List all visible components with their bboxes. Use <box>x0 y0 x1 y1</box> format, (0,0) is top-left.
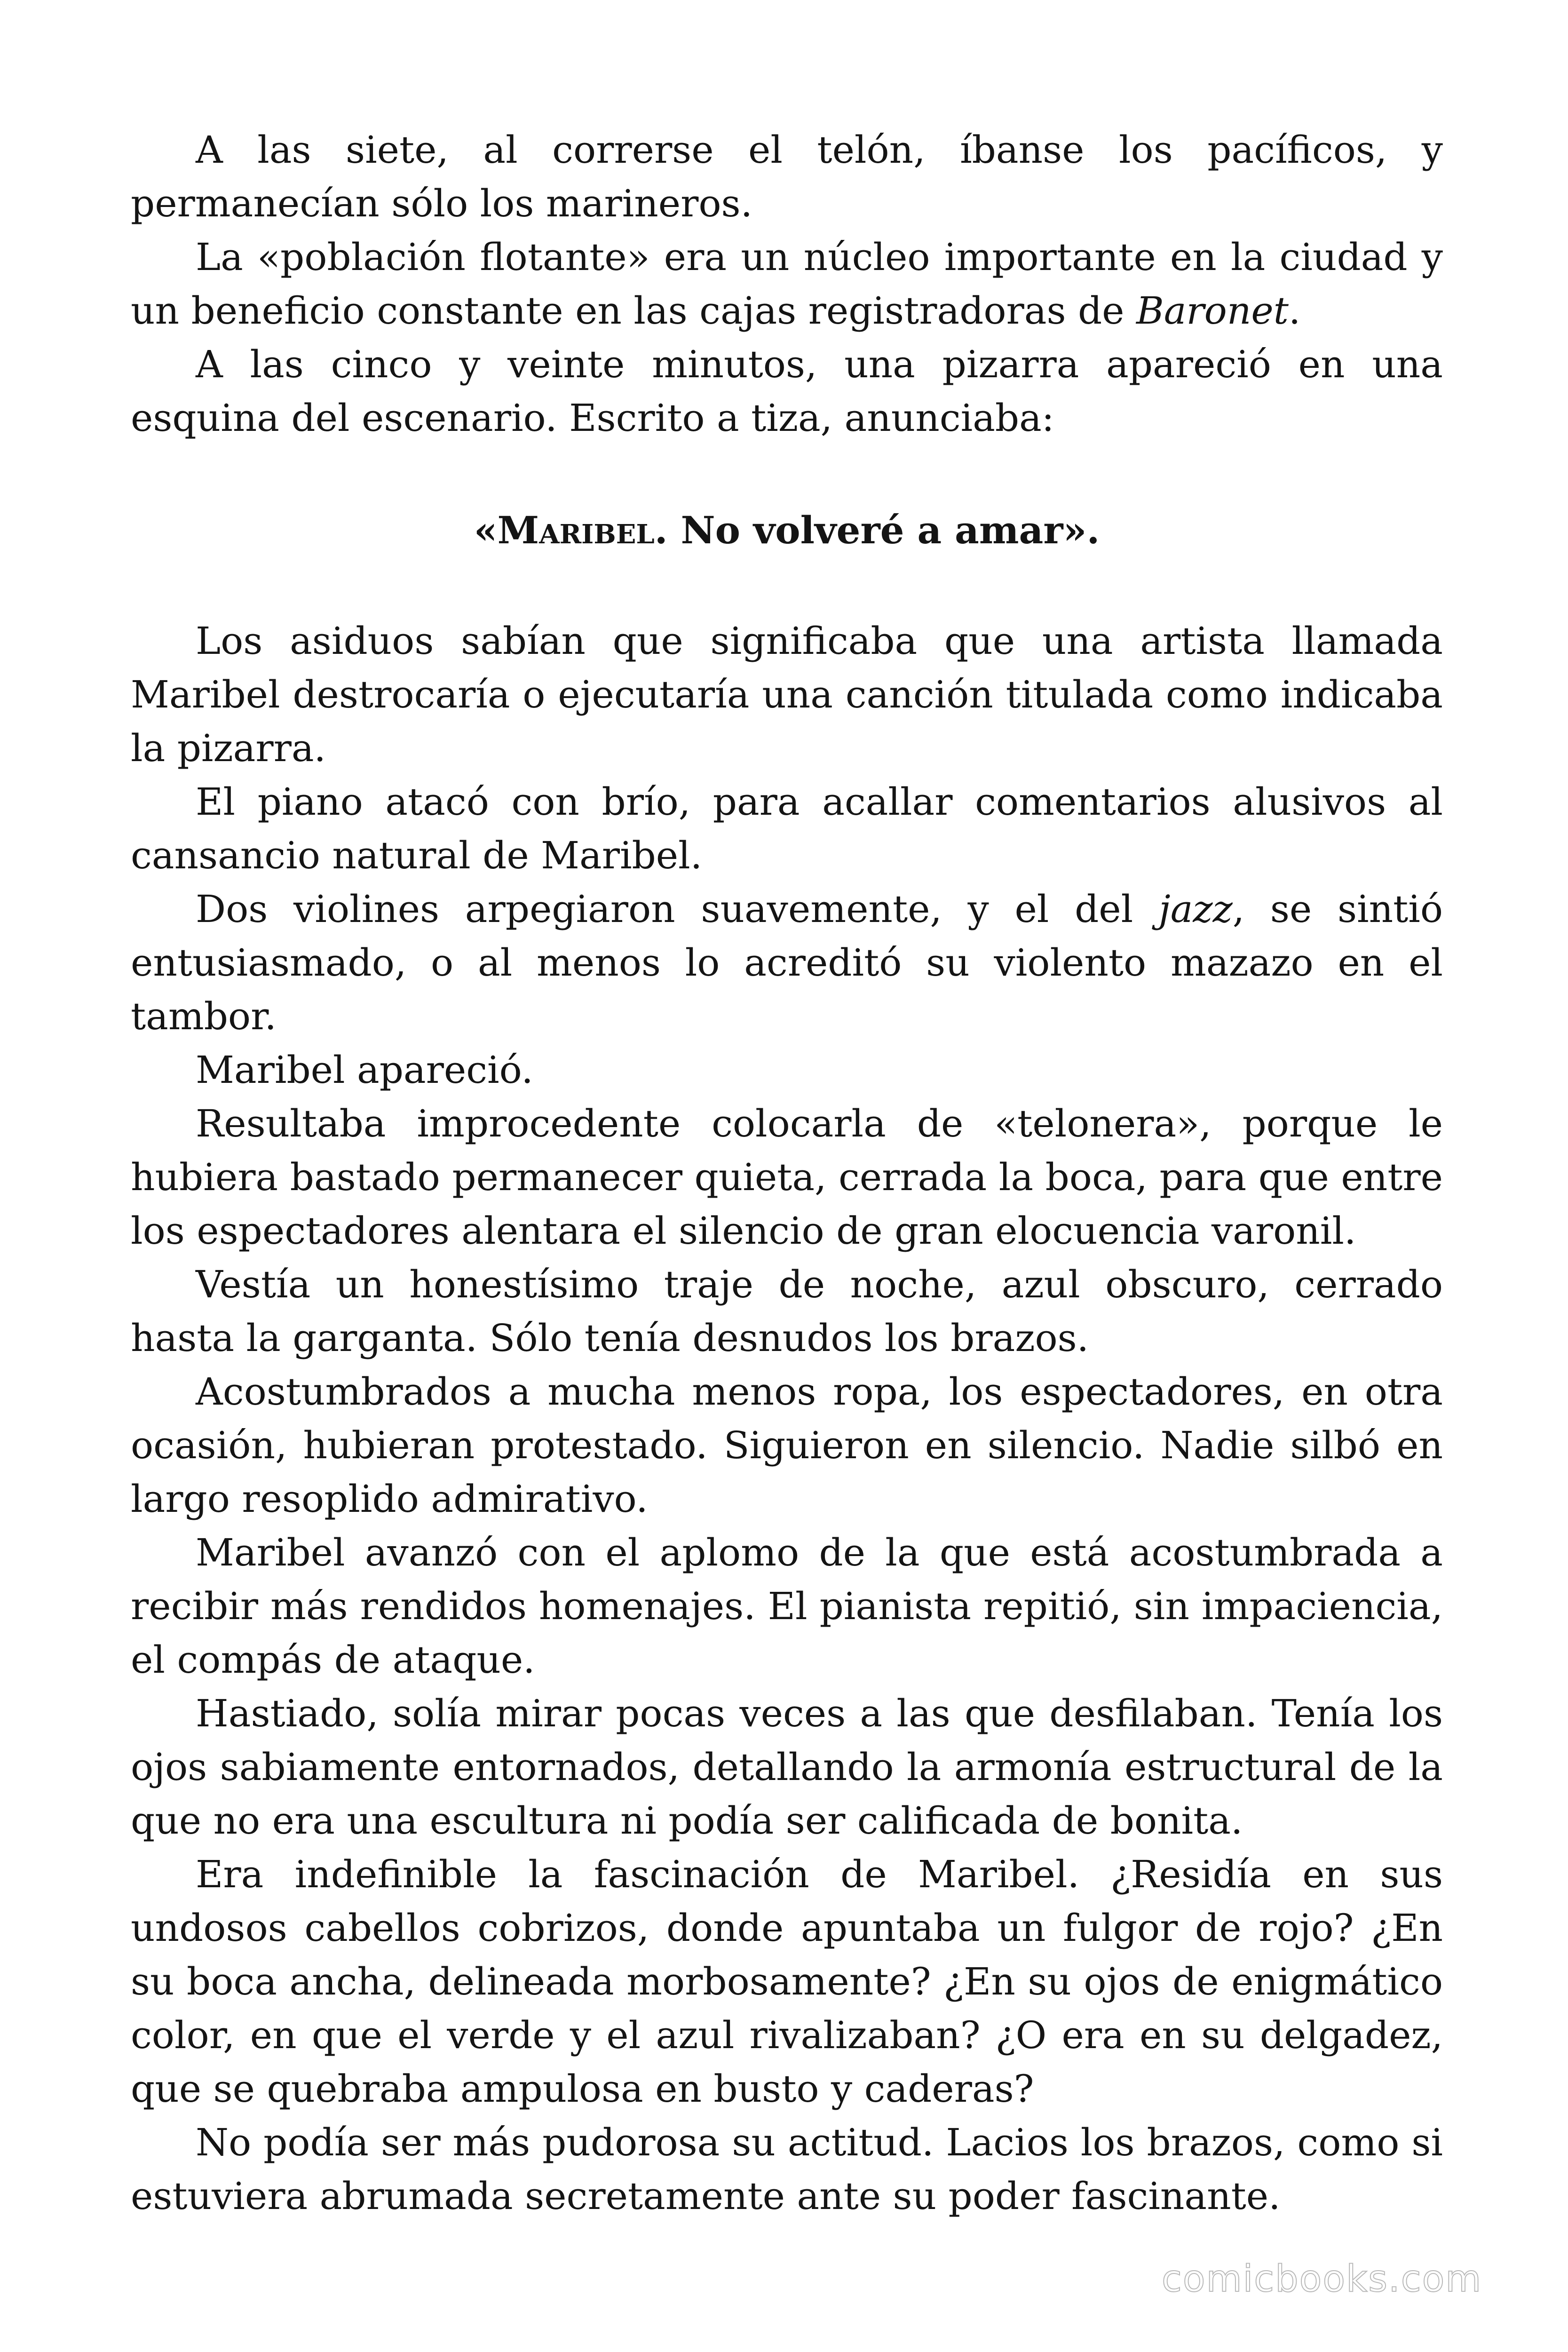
paragraph: Los asiduos sabían que significaba que una artista llamada Maribel destrocaría o ejecutaría una canción titulada como indicaba la pizarra. <box>131 619 1443 770</box>
paragraph: Hastiado, solía mirar pocas veces a las que desfilaban. Tenía los ojos sabiamente entornados, detallando la armonía estructural de la que no era una escultura ni podía ser calificada de bonita. <box>131 1692 1443 1843</box>
paragraph <box>131 882 1443 1043</box>
paragraph: Vestía un honestísimo traje de noche, azul obscuro, cerrado hasta la garganta. Sólo tenía desnudos los brazos. <box>131 1263 1443 1360</box>
watermark: comicbooks.com <box>1162 2258 1482 2300</box>
paragraph: Maribel avanzó con el aplomo de la que está acostumbrada a recibir más rendidos homenajes. El pianista repitió, sin impaciencia, el compás de ataque. <box>131 1531 1443 1682</box>
italic-word: jazz <box>1158 887 1233 931</box>
paragraph-text: Dos violines arpegiaron suavemente, y el del <box>196 887 1159 931</box>
sign-quote-open: « <box>474 508 498 552</box>
paragraph-text: La «población flotante» era un núcleo importante en la ciudad y un beneficio constante en las cajas registradoras de <box>131 235 1443 333</box>
italic-word: Baronet <box>1136 289 1289 333</box>
paragraph: El piano atacó con brío, para acallar comentarios alusivos al cansancio natural de Maribel. <box>131 780 1443 877</box>
paragraph: A las cinco y veinte minutos, una pizarra apareció en una esquina del escenario. Escrito a tiza, anunciaba: <box>131 342 1443 440</box>
paragraph: Acostumbrados a mucha menos ropa, los espectadores, en otra ocasión, hubieran protestado. Siguieron en silencio. Nadie silbó en largo resoplido admirativo. <box>131 1370 1443 1521</box>
paragraph: La «población flotante» era un núcleo importante en la ciudad y un beneficio constante en las cajas registradoras de Baronet. <box>131 235 1443 333</box>
paragraph: A las siete, al correrse el telón, íbanse los pacíficos, y permanecían sólo los marineros. <box>131 128 1443 225</box>
paragraph: Maribel apareció. <box>196 1048 533 1092</box>
paragraph: Era indefinible la fascinación de Maribel. ¿Residía en sus undosos cabellos cobrizos, donde apuntaba un fulgor de rojo? ¿En su boca ancha, delineada morbosamente? ¿En su ojos de enigmático color, en que el verde y el azul rivalizaban? ¿O era en su delgadez, que se quebraba ampulosa en busto y caderas? <box>131 1852 1443 2111</box>
page-text <box>131 123 1443 2223</box>
paragraph: No podía ser más pudorosa su actitud. Lacios los brazos, como si estuviera abrumada secretamente ante su poder fascinante. <box>131 2121 1443 2218</box>
paragraph: Resultaba improcedente colocarla de «telonera», porque le hubiera bastado permanecer quieta, cerrada la boca, para que entre los espectadores alentara el silencio de gran elocuencia varonil. <box>131 1102 1443 1253</box>
sign-name: Maribel <box>497 508 655 552</box>
blackboard-sign <box>131 503 1443 557</box>
sign-text: . No volveré a amar». <box>654 508 1100 552</box>
paragraph-text: , se sintió entusiasmado, o al menos lo acreditó su violento mazazo en el tambor. <box>131 887 1443 1038</box>
